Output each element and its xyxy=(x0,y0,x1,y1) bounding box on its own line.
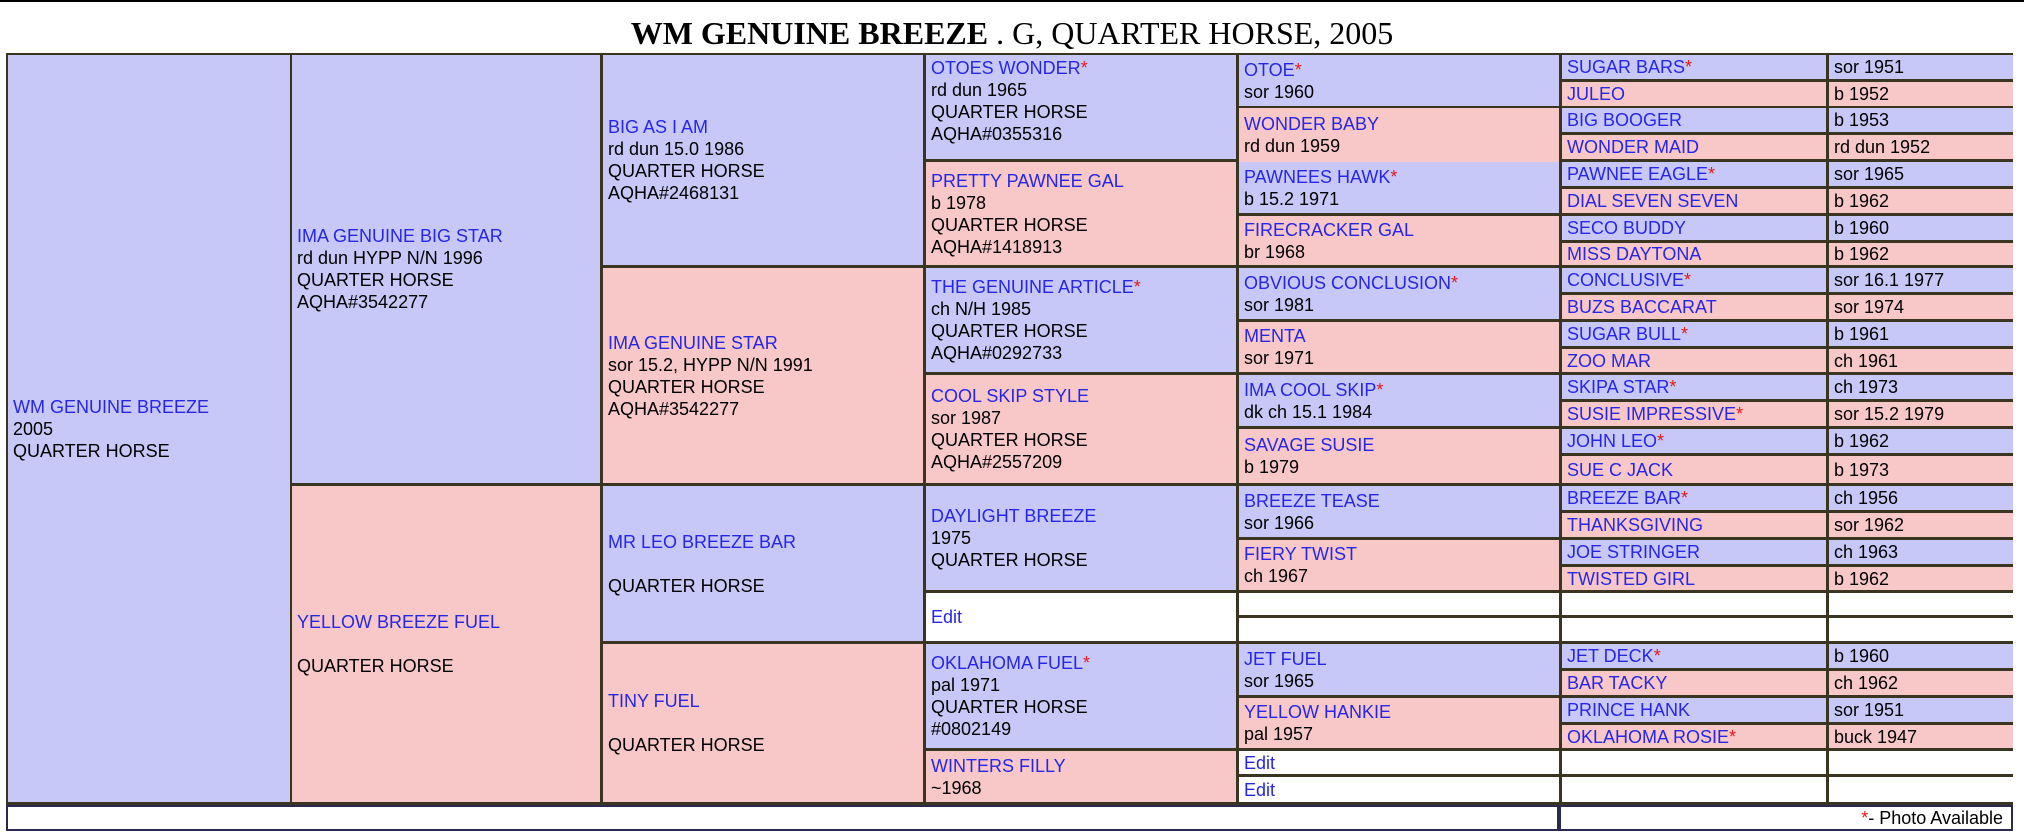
gen6-info-cell xyxy=(1829,243,2013,265)
horse-details: ch 1962 xyxy=(1834,673,1899,693)
horse-details: sor 1965 xyxy=(1244,670,1315,691)
gen6-info-cell xyxy=(1829,135,2013,159)
horse-name-link[interactable]: JET DECK xyxy=(1567,646,1654,666)
horse-name-line xyxy=(608,690,918,712)
horse-details: rd dun 1965 xyxy=(931,80,1028,100)
horse-name-link[interactable]: JULEO xyxy=(1567,84,1626,104)
horse-name-line xyxy=(1244,325,1554,347)
horse-details: b 1962 xyxy=(1834,568,1890,589)
gen6-name-cell xyxy=(1562,698,1826,722)
horse-name-link[interactable]: SECO BUDDY xyxy=(1567,218,1687,238)
horse-details: b 1978 xyxy=(931,192,987,213)
horse-name-link[interactable]: COOL SKIP STYLE xyxy=(931,386,1090,406)
horse-details: ~1968 xyxy=(931,777,982,798)
gen6-info-cell xyxy=(1829,567,2013,590)
gen6-info-cell xyxy=(1829,189,2013,213)
horse-name-line xyxy=(297,225,595,247)
gen6-info-cell xyxy=(1829,725,2013,748)
horse-details: b 1952 xyxy=(1834,84,1890,104)
horse-name-link[interactable]: WONDER BABY xyxy=(1244,114,1380,134)
gen6-name-cell xyxy=(1562,162,1826,186)
gen6-info-cell xyxy=(1829,82,2013,106)
horse-registration: AQHA#3542277 xyxy=(297,292,429,312)
horse-name-line xyxy=(1567,403,1821,425)
gen6-info-cell xyxy=(1829,429,2013,453)
horse-name-line xyxy=(1567,459,1821,481)
horse-name-line xyxy=(1567,296,1821,318)
gen6-info-cell xyxy=(1829,295,2013,319)
horse-name-line xyxy=(931,385,1231,407)
horse-name-link[interactable]: PRETTY PAWNEE GAL xyxy=(931,170,1124,191)
horse-breed: QUARTER HORSE xyxy=(931,550,1088,570)
gen6-name-cell xyxy=(1562,513,1826,537)
blank-line xyxy=(608,712,918,734)
gen6-info-cell xyxy=(1829,486,2013,510)
horse-breed: QUARTER HORSE xyxy=(608,575,765,596)
horse-name-link[interactable]: WONDER MAID xyxy=(1567,137,1699,157)
horse-name-link[interactable]: TWISTED GIRL xyxy=(1567,568,1696,589)
horse-name-link[interactable]: TINY FUEL xyxy=(608,691,700,711)
horse-details: b 1962 xyxy=(1834,191,1890,211)
horse-name-line xyxy=(1244,272,1554,294)
gen6-blank-cell xyxy=(1562,751,1826,774)
gen5-cell xyxy=(1239,216,1559,265)
horse-details: b 1960 xyxy=(1834,218,1890,238)
horse-name-line xyxy=(1567,269,1821,291)
gen6-name-cell xyxy=(1562,108,1826,132)
gen6-name-cell xyxy=(1562,349,1826,372)
horse-registration: AQHA#2557209 xyxy=(931,452,1063,472)
horse-name-line xyxy=(1567,568,1821,590)
horse-details: sor 1981 xyxy=(1244,294,1315,315)
gen4-cell xyxy=(926,55,1236,159)
horse-name-line xyxy=(1567,350,1821,372)
gen6-blank-cell xyxy=(1562,618,1826,641)
horse-details: sor 1951 xyxy=(1834,57,1905,77)
horse-name-link[interactable]: BREEZE TEASE xyxy=(1244,490,1380,511)
horse-details: sor 15.2 1979 xyxy=(1834,404,1945,424)
horse-name-link[interactable]: BIG BOOGER xyxy=(1567,110,1683,130)
gen6-name-cell xyxy=(1562,540,1826,564)
gen3-cell xyxy=(603,55,923,265)
horse-name-link[interactable]: FIERY TWIST xyxy=(1244,544,1358,564)
horse-name-link[interactable]: DIAL SEVEN SEVEN xyxy=(1567,191,1739,211)
horse-name-link[interactable]: PRINCE HANK xyxy=(1567,700,1691,720)
horse-breed: QUARTER HORSE xyxy=(931,214,1088,235)
gen4-cell xyxy=(926,162,1236,265)
horse-name-link[interactable]: SUSIE IMPRESSIVE xyxy=(1567,404,1737,424)
gen6-info-cell xyxy=(1829,402,2013,426)
horse-details: b 1960 xyxy=(1834,646,1890,666)
gen5-cell xyxy=(1239,486,1559,537)
horse-name-link[interactable]: BREEZE BAR xyxy=(1567,488,1682,508)
horse-name-link[interactable]: WINTERS FILLY xyxy=(931,755,1066,776)
title-horse-name: WM GENUINE BREEZE xyxy=(630,15,989,51)
horse-name-link[interactable]: OKLAHOMA FUEL xyxy=(931,653,1084,673)
horse-name-line xyxy=(1567,109,1821,131)
horse-details: ch 1956 xyxy=(1834,488,1899,508)
gen6-info-cell xyxy=(1829,698,2013,722)
gen6-info-cell xyxy=(1829,671,2013,695)
horse-name-line xyxy=(1244,701,1554,723)
horse-details: buck 1947 xyxy=(1834,726,1918,747)
photo-star-icon: * xyxy=(1657,431,1665,451)
photo-star-icon: * xyxy=(1861,807,1869,828)
horse-name-line xyxy=(1244,219,1554,241)
horse-registration: AQHA#3542277 xyxy=(608,398,740,419)
horse-name-link[interactable]: ZOO MAR xyxy=(1567,350,1651,371)
photo-star-icon: * xyxy=(1451,272,1459,293)
blank-line xyxy=(608,553,918,575)
horse-name-line xyxy=(1567,487,1821,509)
blank-line xyxy=(297,633,595,655)
gen6-info-cell xyxy=(1829,513,2013,537)
horse-breed: QUARTER HORSE xyxy=(608,376,765,397)
horse-details: sor 1962 xyxy=(1834,515,1905,535)
horse-name-link[interactable]: IMA GENUINE STAR xyxy=(608,332,778,353)
horse-details: b 1962 xyxy=(1834,431,1890,451)
horse-details: ch N/H 1985 xyxy=(931,299,1032,319)
horse-name-line xyxy=(1567,136,1821,158)
gen5-blank-cell xyxy=(1239,618,1559,641)
horse-details: rd dun HYPP N/N 1996 xyxy=(297,248,483,268)
horse-details: dk ch 15.1 1984 xyxy=(1244,401,1373,422)
gen6-name-cell xyxy=(1562,402,1826,426)
photo-star-icon: * xyxy=(1080,58,1088,78)
horse-name-line xyxy=(1567,726,1821,748)
gen6-info-cell xyxy=(1829,322,2013,346)
horse-details: sor 1960 xyxy=(1244,81,1315,102)
horse-name-link[interactable]: OBVIOUS CONCLUSION xyxy=(1244,272,1452,293)
horse-name-line xyxy=(608,116,918,138)
photo-star-icon: * xyxy=(1681,488,1689,508)
horse-name-link[interactable]: FIRECRACKER GAL xyxy=(1244,219,1415,240)
horse-registration: #0802149 xyxy=(931,719,1012,739)
page-title xyxy=(0,0,2024,54)
horse-details: sor 1965 xyxy=(1834,164,1905,184)
horse-details: ch 1973 xyxy=(1834,377,1899,397)
horse-details: rd dun 15.0 1986 xyxy=(608,139,745,159)
gen6-name-cell xyxy=(1562,375,1826,399)
horse-name-line xyxy=(13,396,285,418)
gen6-blank-cell xyxy=(1829,751,2013,774)
gen6-name-cell xyxy=(1562,243,1826,265)
horse-name-link[interactable]: PAWNEES HAWK xyxy=(1244,166,1391,187)
horse-details: sor 1951 xyxy=(1834,700,1905,720)
gen6-name-cell xyxy=(1562,216,1826,240)
gen1-cell xyxy=(8,55,290,802)
photo-star-icon: * xyxy=(1729,726,1737,747)
gen5-cell xyxy=(1239,162,1559,213)
horse-details: b 1979 xyxy=(1244,457,1300,477)
gen6-blank-cell xyxy=(1829,618,2013,641)
horse-breed: QUARTER HORSE xyxy=(931,430,1088,450)
horse-details: sor 1966 xyxy=(1244,512,1315,533)
horse-name-line xyxy=(1567,430,1821,452)
horse-name-link[interactable]: JET FUEL xyxy=(1244,648,1327,669)
photo-star-icon: * xyxy=(1708,164,1716,184)
gen6-info-cell xyxy=(1829,644,2013,668)
photo-star-icon: * xyxy=(1669,377,1677,397)
footer-cell-left xyxy=(6,805,1559,831)
horse-name-line xyxy=(931,57,1231,79)
gen4-cell xyxy=(926,751,1236,802)
horse-breed: QUARTER HORSE xyxy=(297,270,454,290)
horse-name-link[interactable]: MISS DAYTONA xyxy=(1567,244,1702,264)
horse-details: b 15.2 1971 xyxy=(1244,188,1340,209)
horse-name-link[interactable]: DAYLIGHT BREEZE xyxy=(931,506,1097,526)
horse-name-link[interactable]: YELLOW HANKIE xyxy=(1244,702,1392,722)
gen5-cell xyxy=(1239,698,1559,748)
photo-star-icon: * xyxy=(1653,646,1661,666)
gen6-name-cell xyxy=(1562,671,1826,695)
horse-registration: AQHA#0355316 xyxy=(931,124,1063,144)
horse-breed: QUARTER HORSE xyxy=(13,440,170,461)
horse-details: b 1961 xyxy=(1834,324,1890,344)
horse-details: b 1962 xyxy=(1834,244,1890,264)
horse-name-line xyxy=(1567,56,1821,78)
horse-name-line xyxy=(1567,190,1821,212)
horse-name-link[interactable]: BIG AS I AM xyxy=(608,117,709,137)
horse-name-link[interactable]: YELLOW BREEZE FUEL xyxy=(297,612,501,632)
gen4-edit-cell xyxy=(926,593,1236,641)
gen4-cell xyxy=(926,486,1236,590)
photo-star-icon: * xyxy=(1294,59,1302,80)
gen5-edit-cell xyxy=(1239,777,1559,802)
horse-registration: AQHA#1418913 xyxy=(931,236,1063,257)
horse-name-link[interactable]: CONCLUSIVE xyxy=(1567,270,1685,290)
gen6-info-cell xyxy=(1829,268,2013,292)
horse-name-line xyxy=(1567,376,1821,398)
horse-name-line xyxy=(1567,163,1821,185)
gen5-cell xyxy=(1239,540,1559,590)
horse-details: 2005 xyxy=(13,418,54,439)
horse-name-line xyxy=(1567,699,1821,721)
gen6-info-cell xyxy=(1829,456,2013,483)
horse-details: 1975 xyxy=(931,528,972,548)
gen6-name-cell xyxy=(1562,189,1826,213)
photo-star-icon: * xyxy=(1083,653,1091,673)
horse-name-link[interactable]: MENTA xyxy=(1244,326,1306,346)
horse-name-link[interactable]: OKLAHOMA ROSIE xyxy=(1567,726,1730,747)
horse-details: sor 15.2, HYPP N/N 1991 xyxy=(608,354,813,375)
horse-registration: AQHA#0292733 xyxy=(931,343,1063,363)
horse-name-link[interactable]: SAVAGE SUSIE xyxy=(1244,435,1375,455)
photo-star-icon: * xyxy=(1736,404,1744,424)
gen6-info-cell xyxy=(1829,375,2013,399)
horse-details: pal 1957 xyxy=(1244,724,1314,744)
gen6-name-cell xyxy=(1562,567,1826,590)
photo-star-icon: * xyxy=(1685,57,1693,77)
horse-name-line xyxy=(1244,166,1554,188)
horse-breed: QUARTER HORSE xyxy=(931,102,1088,122)
gen5-cell xyxy=(1239,375,1559,426)
horse-name-line xyxy=(1244,490,1554,512)
horse-name-link[interactable]: IMA COOL SKIP xyxy=(1244,379,1377,400)
horse-name-link[interactable]: OTOE xyxy=(1244,59,1295,80)
gen5-cell xyxy=(1239,322,1559,372)
gen5-cell xyxy=(1239,268,1559,319)
gen6-name-cell xyxy=(1562,295,1826,319)
horse-name-line xyxy=(1567,645,1821,667)
horse-name-line xyxy=(931,652,1231,674)
gen4-cell xyxy=(926,375,1236,483)
gen6-info-cell xyxy=(1829,349,2013,372)
horse-details: ch 1967 xyxy=(1244,566,1309,586)
horse-name-line xyxy=(1567,541,1821,563)
horse-name-link[interactable]: PAWNEE EAGLE xyxy=(1567,164,1709,184)
gen6-blank-cell xyxy=(1562,777,1826,802)
photo-star-icon: * xyxy=(1684,270,1692,290)
gen2-cell xyxy=(292,55,600,483)
gen6-name-cell xyxy=(1562,725,1826,748)
horse-name-line xyxy=(1567,323,1821,345)
gen6-blank-cell xyxy=(1829,777,2013,802)
horse-breed: QUARTER HORSE xyxy=(931,697,1088,717)
gen6-name-cell xyxy=(1562,268,1826,292)
horse-details: sor 16.1 1977 xyxy=(1834,270,1945,290)
horse-details: br 1968 xyxy=(1244,241,1306,262)
gen4-cell xyxy=(926,644,1236,748)
horse-details: ch 1961 xyxy=(1834,350,1899,371)
horse-name-link[interactable]: BUZS BACCARAT xyxy=(1567,297,1717,317)
horse-name-line xyxy=(1244,113,1554,135)
gen3-cell xyxy=(603,268,923,483)
horse-name-line xyxy=(931,276,1231,298)
photo-star-icon: * xyxy=(1390,166,1398,187)
horse-name-link[interactable]: OTOES WONDER xyxy=(931,58,1081,78)
gen6-blank-cell xyxy=(1562,593,1826,615)
horse-name-line xyxy=(1567,514,1821,536)
horse-name-link[interactable]: THANKSGIVING xyxy=(1567,515,1704,535)
horse-breed: QUARTER HORSE xyxy=(931,321,1088,341)
horse-name-link[interactable]: IMA GENUINE BIG STAR xyxy=(297,226,503,246)
photo-star-icon: * xyxy=(1376,379,1384,400)
horse-details: pal 1971 xyxy=(931,675,1001,695)
gen2-cell xyxy=(292,486,600,802)
horse-name-line xyxy=(1244,648,1554,670)
horse-breed: QUARTER HORSE xyxy=(608,735,765,755)
horse-details: b 1973 xyxy=(1834,459,1890,480)
horse-name-link[interactable]: JOHN LEO xyxy=(1567,431,1658,451)
gen5-blank-cell xyxy=(1239,593,1559,615)
horse-details: rd dun 1959 xyxy=(1244,136,1341,156)
gen6-name-cell xyxy=(1562,456,1826,483)
horse-registration: AQHA#2468131 xyxy=(608,183,740,203)
horse-name-link[interactable]: JOE STRINGER xyxy=(1567,542,1701,562)
gen5-edit-cell xyxy=(1239,751,1559,774)
horse-details: sor 1987 xyxy=(931,408,1002,428)
gen6-name-cell xyxy=(1562,55,1826,79)
horse-name-line xyxy=(1567,83,1821,105)
gen6-info-cell xyxy=(1829,55,2013,79)
gen5-cell xyxy=(1239,644,1559,695)
gen5-cell xyxy=(1239,55,1559,106)
horse-name-link[interactable]: SUE C JACK xyxy=(1567,459,1674,480)
horse-name-line xyxy=(1244,59,1554,81)
gen5-cell xyxy=(1239,108,1559,162)
horse-details: sor 1971 xyxy=(1244,348,1315,368)
horse-name-link[interactable]: SUGAR BULL xyxy=(1567,324,1682,344)
horse-details: ch 1963 xyxy=(1834,542,1899,562)
horse-details: b 1953 xyxy=(1834,110,1890,130)
title-details: . G, QUARTER HORSE, 2005 xyxy=(988,15,1394,51)
horse-name-line xyxy=(1244,543,1554,565)
horse-name-link[interactable]: WM GENUINE BREEZE xyxy=(13,396,210,417)
gen6-info-cell xyxy=(1829,216,2013,240)
horse-name-line xyxy=(1567,217,1821,239)
edit-link[interactable]: Edit xyxy=(931,607,963,627)
horse-name-line xyxy=(1567,672,1821,694)
gen6-name-cell xyxy=(1562,644,1826,668)
horse-name-line xyxy=(931,755,1231,777)
horse-name-line xyxy=(1244,434,1554,456)
horse-name-line xyxy=(608,531,918,553)
horse-name-link[interactable]: BAR TACKY xyxy=(1567,673,1668,693)
gen3-cell xyxy=(603,644,923,802)
horse-name-link[interactable]: SUGAR BARS xyxy=(1567,57,1686,77)
pedigree-table xyxy=(6,53,2013,831)
gen6-name-cell xyxy=(1562,429,1826,453)
gen6-blank-cell xyxy=(1829,593,2013,615)
gen6-name-cell xyxy=(1562,82,1826,106)
horse-name-line xyxy=(1244,379,1554,401)
horse-breed: QUARTER HORSE xyxy=(297,656,454,676)
horse-name-line xyxy=(608,332,918,354)
gen6-info-cell xyxy=(1829,162,2013,186)
horse-name-line xyxy=(931,505,1231,527)
edit-link[interactable]: Edit xyxy=(1244,779,1276,800)
horse-breed: QUARTER HORSE xyxy=(608,161,765,181)
horse-details: sor 1974 xyxy=(1834,297,1905,317)
gen6-name-cell xyxy=(1562,135,1826,159)
footer-cell-right xyxy=(1559,805,2013,831)
edit-link[interactable]: Edit xyxy=(1244,752,1276,773)
horse-name-link[interactable]: SKIPA STAR xyxy=(1567,377,1670,397)
horse-name-link[interactable]: MR LEO BREEZE BAR xyxy=(608,531,797,552)
gen6-info-cell xyxy=(1829,108,2013,132)
horse-details: rd dun 1952 xyxy=(1834,137,1931,157)
gen6-name-cell xyxy=(1562,486,1826,510)
gen6-name-cell xyxy=(1562,322,1826,346)
photo-legend-text: - Photo Available xyxy=(1868,807,2003,828)
horse-name-link[interactable]: THE GENUINE ARTICLE xyxy=(931,277,1134,297)
horse-name-line xyxy=(297,611,595,633)
horse-name-line xyxy=(1567,243,1821,265)
gen4-cell xyxy=(926,268,1236,372)
gen5-cell xyxy=(1239,429,1559,483)
horse-name-line xyxy=(931,170,1231,192)
photo-legend xyxy=(1861,807,2003,829)
photo-star-icon: * xyxy=(1681,324,1689,344)
photo-star-icon: * xyxy=(1133,277,1141,297)
gen6-info-cell xyxy=(1829,540,2013,564)
gen3-cell xyxy=(603,486,923,641)
